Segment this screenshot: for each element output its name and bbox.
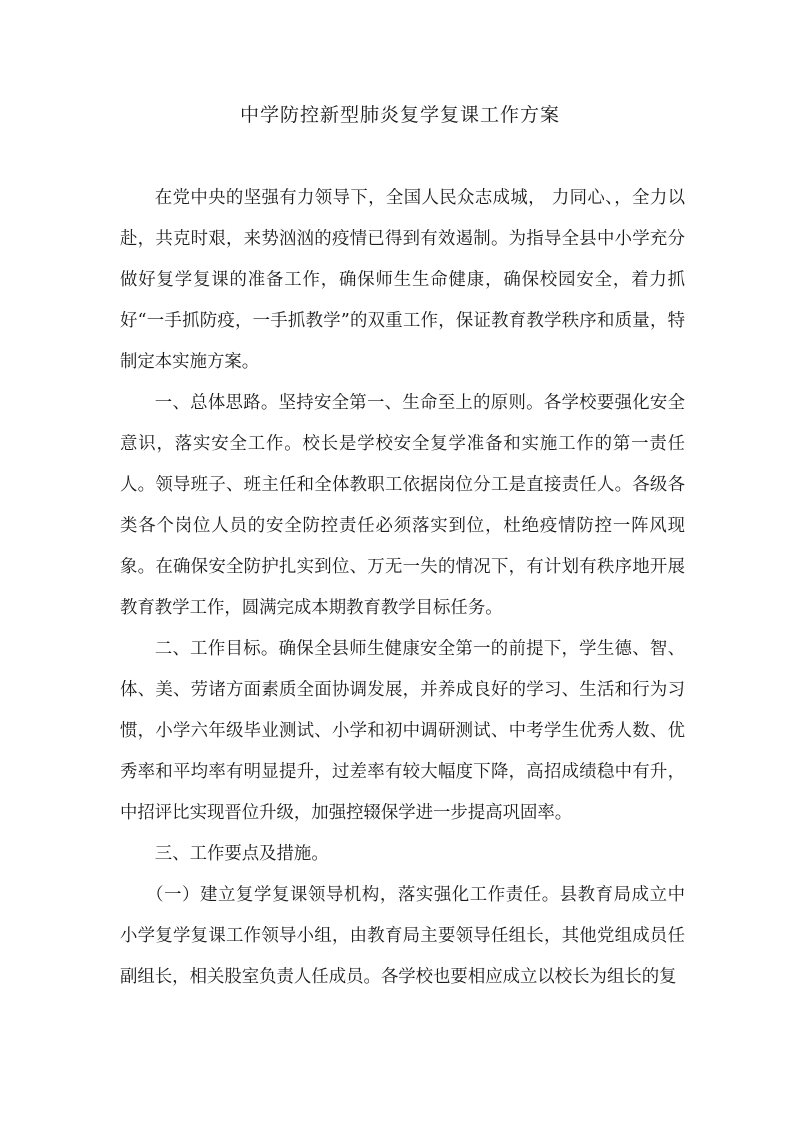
paragraph-work-goals: 二、工作目标。确保全县师生健康安全第一的前提下，学生德、智、体、美、劳诸方面素质全面协调发展，并养成良好的学习、生活和行为习惯，小学六年级毕业测试、小学和初中调研测试、中考学生优秀人数、优秀率和平均率有明显提升，过差率有较大幅度下降，高招成绩稳中有升，中招评比实现晋位升级，加强控辍保学进一步提高巩固率。: [120, 639, 685, 823]
document-body: [120, 178, 685, 998]
paragraph-intro: 在党中央的坚强有力领导下，全国人民众志成城， 力同心、，全力以赴，共克时艰，来势汹汹的疫情已得到有效遏制。为指导全县中小学充分做好复学复课的准备工作，确保师生生命健康，确保校园安全，着力抓好“一手抓防疫，一手抓教学”的双重工作，保证教育教学秩序和质量，特制定本实施方案。: [120, 188, 685, 372]
paragraph-key-points-heading: 三、工作要点及措施。: [154, 844, 329, 864]
paragraph-leadership-structure: （一）建立复学复课领导机构，落实强化工作责任。县教育局成立中小学复学复课工作领导小组，由教育局主要领导任组长，其他党组成员任副组长，相关股室负责人任成员。各学校也要相应成立以校长为组长的复: [120, 885, 685, 987]
paragraph-overall-approach: 一、总体思路。坚持安全第一、生命至上的原则。各学校要强化安全意识，落实安全工作。校长是学校安全复学准备和实施工作的第一责任人。领导班子、班主任和全体教职工依据岗位分工是直接责任人。各级各类各个岗位人员的安全防控责任必须落实到位，杜绝疫情防控一阵风现象。在确保安全防护扎实到位、万无一失的情况下，有计划有秩序地开展教育教学工作，圆满完成本期教育教学目标任务。: [120, 393, 685, 618]
document-title: 中学防控新型肺炎复学复课工作方案: [239, 104, 560, 126]
